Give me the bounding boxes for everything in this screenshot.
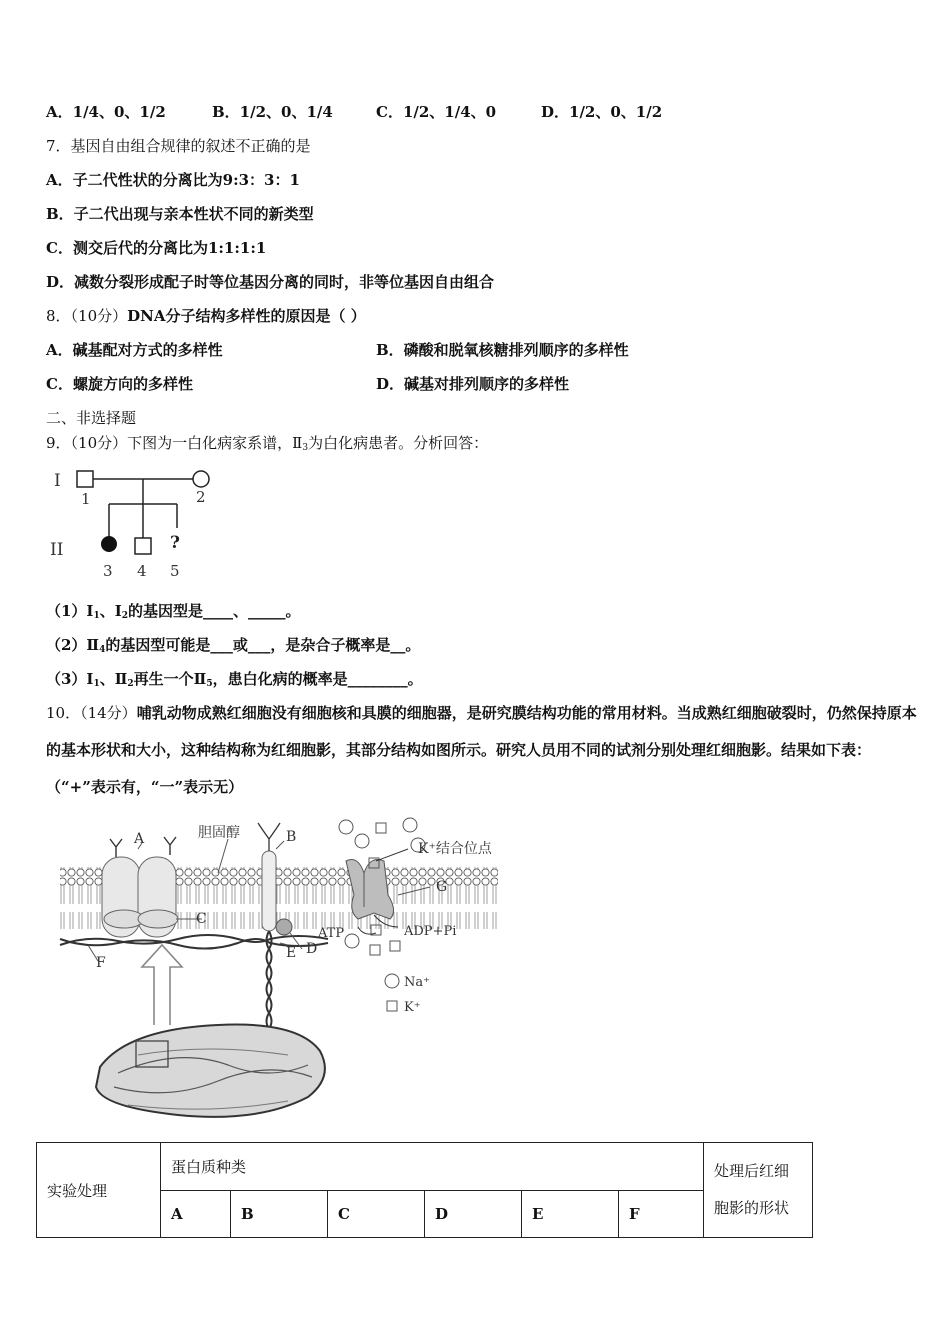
pedigree-male-i1 [77, 471, 93, 487]
figure-label-k: K⁺ [404, 1000, 421, 1015]
q7-stem: 7．基因自由组合规律的叙述不正确的是 [46, 137, 311, 155]
q6-option-b: B．1/2、0、1/4 [212, 103, 333, 121]
pedigree-label-2: 2 [196, 488, 206, 506]
table-header-shape: 处理后红细胞影的形状 [704, 1143, 813, 1238]
q8-option-d: D．碱基对排列顺序的多样性 [376, 375, 570, 393]
figure-label-atp: ATP [318, 926, 345, 941]
figure-label-b: B [286, 829, 297, 845]
table-header-protein-f: F [619, 1191, 704, 1238]
pedigree-label-3: 3 [103, 562, 113, 580]
figure-label-e: E [286, 945, 297, 961]
q8-number: 8． [46, 307, 71, 325]
pedigree-chart [40, 462, 240, 582]
q7-option-d: D．减数分裂形成配子时等位基因分离的同时，非等位基因自由组合 [46, 273, 495, 291]
q8-score: （10分） [70, 307, 128, 325]
q9-stem-b: 为白化病患者。分析回答： [308, 434, 489, 452]
figure-label-a: A [134, 831, 145, 847]
pedigree-affected-female-ii3 [101, 536, 117, 552]
q9-stem-line [46, 433, 488, 458]
figure-label-adp: ADP+Pi [404, 924, 457, 939]
q8-stem: DNA分子结构多样性的原因是（ ） [127, 307, 366, 325]
q10-paragraph [46, 695, 918, 806]
q9-score: （10分） [70, 434, 128, 452]
q9-stem-a: 下图为一白化病家系谱，Ⅱ [127, 434, 303, 452]
q10-score: （14分） [80, 704, 137, 722]
table-header-protein-a: A [161, 1191, 231, 1238]
spectrin-f [60, 935, 328, 945]
q8-option-c: C．螺旋方向的多样性 [46, 375, 193, 393]
q6-option-d: D．1/2、0、1/2 [541, 103, 663, 121]
q9-stem-sub: 3 [302, 443, 309, 453]
pedigree-gen2: II [50, 540, 64, 560]
q7-option-b: B．子二代出现与亲本性状不同的新类型 [46, 205, 314, 223]
q7-option-a: A．子二代性状的分离比为9:3：3：1 [46, 171, 300, 189]
q8-stem-line [46, 306, 366, 326]
q9-sub2: $(2)Ⅱ_4$的基因型可能是___或___，是杂合子概率是__。 [46, 636, 421, 655]
figure-label-k-site: K⁺结合位点 [418, 841, 492, 857]
q9-number: 9． [46, 434, 71, 452]
pedigree-label-5: 5 [170, 562, 180, 580]
figure-label-na: Na⁺ [404, 975, 430, 990]
q8-option-b: B．磷酸和脱氧核糖排列顺序的多样性 [376, 341, 629, 359]
q10-number: 10． [46, 704, 81, 722]
figure-label-g: G [436, 879, 448, 895]
figure-label-d: D [306, 941, 318, 957]
figure-label-f: F [96, 955, 106, 971]
pedigree-unknown-ii5: ? [170, 533, 180, 553]
pedigree-label-4: 4 [137, 562, 147, 580]
table-header-protein-types: 蛋白质种类 [161, 1143, 704, 1191]
figure-label-cholesterol: 胆固醇 [198, 825, 240, 841]
q10-text: 哺乳动物成熟红细胞没有细胞核和具膜的细胞器，是研究膜结构功能的常用材料。当成熟红细胞破裂时，仍然保持原本的基本形状和大小，这种结构称为红细胞影，其部分结构如图所示。研究人员用不同的试剂分别处理红细胞影。结果如下表：（“+”表示有，“一”表示无） [46, 704, 917, 796]
q10-table [36, 1142, 813, 1238]
q9-sub3: $(3)Ⅰ_1$、$Ⅱ_2$再生一个$Ⅱ_5$，患白化病的概率是________。 [46, 670, 423, 689]
table-header-protein-e: E [522, 1191, 619, 1238]
q6-option-a: A．1/4、0、1/2 [46, 103, 166, 121]
protein-d [276, 919, 292, 935]
table-header-protein-b: B [231, 1191, 328, 1238]
membrane-figure [58, 815, 528, 1125]
figure-label-c: C [196, 911, 207, 927]
pedigree-female-i2 [193, 471, 209, 487]
protein-b [262, 851, 276, 931]
pedigree-male-ii4 [135, 538, 151, 554]
table-header-treatment: 实验处理 [37, 1143, 161, 1238]
q8-option-a: A．碱基配对方式的多样性 [46, 341, 223, 359]
table-header-protein-c: C [328, 1191, 425, 1238]
pedigree-gen1: I [54, 471, 61, 491]
section-heading: 二、非选择题 [46, 409, 137, 427]
q6-option-c: C．1/2、1/4、0 [376, 103, 497, 121]
table-header-protein-d: D [425, 1191, 522, 1238]
q7-option-c: C．测交后代的分离比为1:1:1:1 [46, 239, 267, 257]
q9-sub1: $(1)Ⅰ_1$、$Ⅰ_2$的基因型是____、_____。 [46, 602, 301, 621]
pedigree-label-1: 1 [81, 490, 91, 508]
